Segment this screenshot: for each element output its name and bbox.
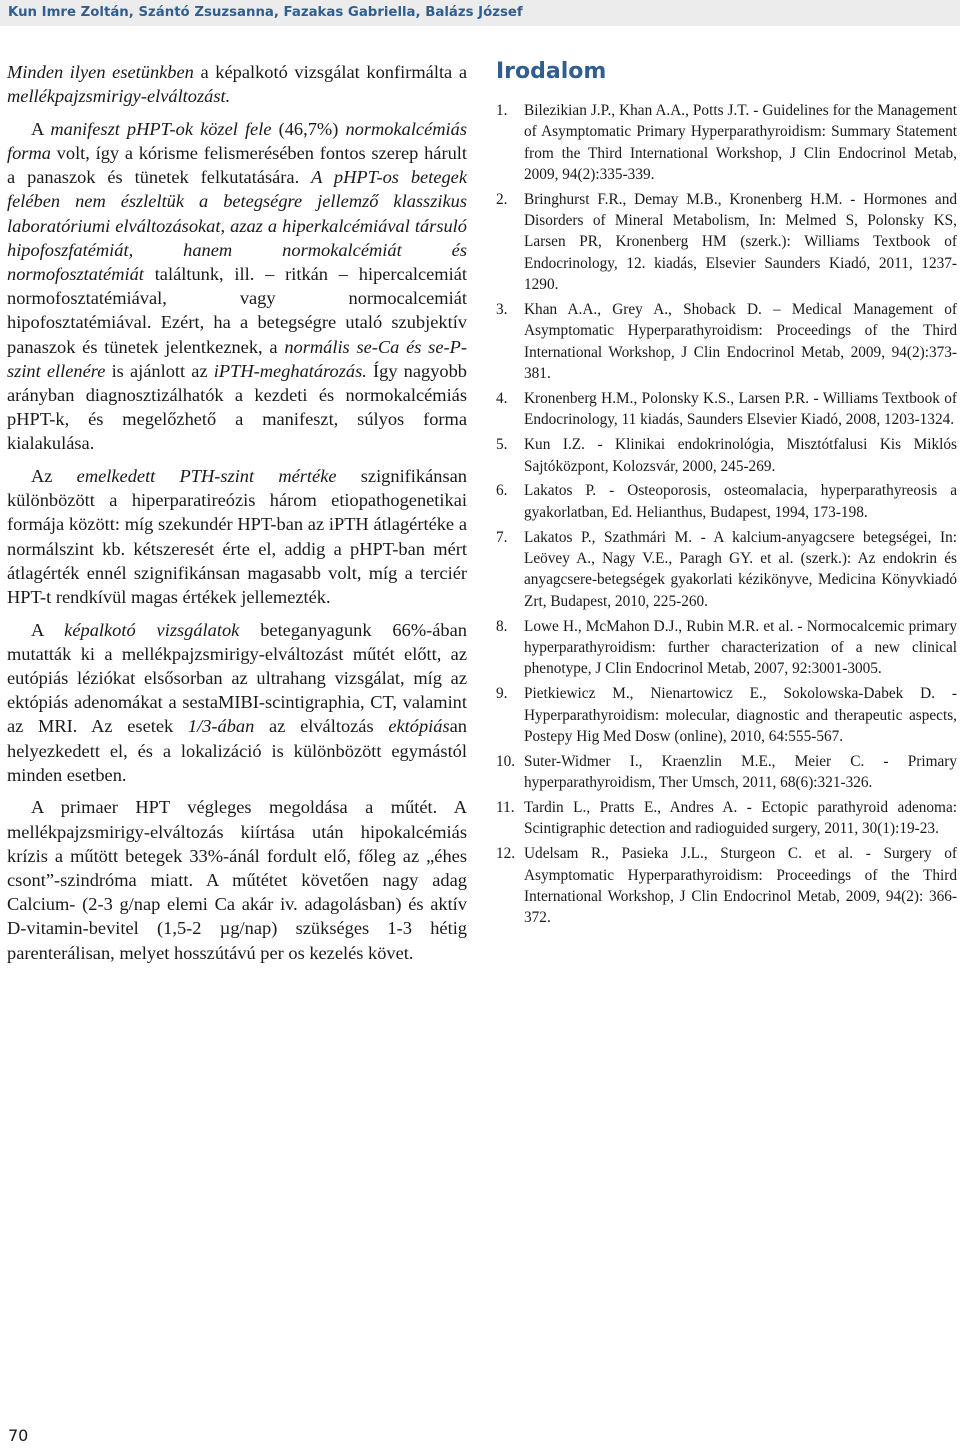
text-run: volt, így a kórisme felismerésében fontos szerep hárult a panaszok és tünetek felkutatására. [7, 143, 467, 188]
reference-text: Lakatos P., Szathmári M. - A kalcium-anyagcsere betegségei, In: Leövey A., Nagy V.E., Paragh GY. et al. (szerk.): Az endokrin és anyagcsere-betegségek gyakorlati kézikönyve, Medicina Könyvkiadó Zrt, Budapest, 2010, 225-260. [524, 528, 957, 610]
reference-number: 2. [496, 190, 508, 208]
text-run: a képalkotó vizsgálat konfirmálta a [193, 62, 468, 82]
reference-number: 8. [496, 617, 508, 635]
reference-number: 12. [496, 845, 516, 863]
reference-item [496, 480, 957, 523]
text-run: szignifikánsan különbözött a hiperparatireózis három etiopathogenetikai formája között: míg szekundér HPT-ban az iPTH átlagértéke a normálszint kb. kétszeresét érte el, addig a pHPT-ban mért átlagérték ennél szignifikánsan magasabb volt, míg a terciér HPT-t rendkívül magas értékek jellemezték. [7, 466, 467, 608]
italic-text-run: normális se-Ca és se-P-szint ellenére [7, 336, 467, 381]
reference-item [496, 751, 957, 794]
reference-text: Lowe H., McMahon D.J., Rubin M.R. et al. - Normocalcemic primary hyperparathyroidism: further characterization of a new clinical phenotype, J Clin Endocrinol Metab, 2007, 92:3001-3005. [524, 617, 957, 678]
text-run: A primaer HPT végleges megoldása a műtét. A mellékpajzsmirigy-elváltozás kiírtása után hipokalcémiás krízis a műtött betegek 33%-ánál fordult elő, főleg az „éhes csont”-szindróma miatt. A műtétet követően nagy adag Calcium- (2-3 g/nap elemi Ca akár iv. adagolásban) és aktív D-vitamin-bevitel (1,5-2 µg/nap) szükséges 1-3 hétig parenterálisan, melyet hosszútávú per os kezelés követ. [7, 797, 467, 963]
reference-text: Bringhurst F.R., Demay M.B., Kronenberg H.M. - Hormones and Disorders of Mineral Metabolism, In: Melmed S, Polonsky KS, Larsen PR, Kronenberg HM (szerk.): Williams Textbook of Endocrinology, 12. kiadás, Elsevier Saunders Kiadó, 2011, 1237-1290. [524, 190, 957, 294]
reference-text: Pietkiewicz M., Nienartowicz E., Sokolowska-Dabek D. - Hyperparathyroidism: molecular, diagnostic and therapeutic aspects, Postepy Hig Med Dosw (online), 2010, 64:555-567. [524, 685, 957, 745]
reference-item [496, 683, 957, 747]
body-text-column [7, 60, 467, 965]
italic-text-run: Minden ilyen esetünkben [7, 62, 194, 82]
italic-text-run: manifeszt pHPT-ok közel fele [50, 118, 272, 139]
body-paragraph-3 [7, 464, 467, 609]
references-list [496, 100, 957, 929]
text-run: is ajánlott az [105, 360, 214, 381]
reference-item [496, 434, 957, 477]
italic-text-run: mellékpajzsmirigy-elváltozást. [7, 86, 231, 107]
italic-text-run: ektópiás [388, 716, 450, 737]
reference-number: 10. [496, 752, 516, 770]
reference-text: Khan A.A., Grey A., Shoback D. – Medical Management of Asymptomatic Hyperparathyroidism: Proceedings of the Third International Workshop, J Clin Endocrinol Metab, 2009, 94(2):373-381. [524, 301, 957, 382]
text-run: találtunk, ill. – ritkán – hipercalcemiát normofosztatémiával, vagy normocalcemiát hipofosztatémiával. Ezért, ha a betegségre utaló szubjektív panaszok és tünetek jelentkeznek, a [7, 264, 467, 357]
text-run: A [31, 118, 51, 139]
reference-item [496, 843, 957, 928]
reference-text: Udelsam R., Pasieka J.L., Sturgeon C. et al. - Surgery of Asymptomatic Hyperparathyroidism: Proceedings of the Third International Workshop, J Clin Endocrinol Metab, 2009, 94(2): 366-372. [524, 845, 957, 927]
reference-text: Kun I.Z. - Klinikai endokrinológia, Misztótfalusi Kis Miklós Sajtóközpont, Kolozsvár, 2000, 245-269. [524, 436, 957, 475]
reference-number: 1. [496, 102, 508, 119]
reference-number: 6. [496, 482, 508, 500]
references-heading: Irodalom [496, 59, 607, 84]
italic-text-run: A pHPT-os betegek felében nem észleltük a betegségre jellemző klasszikus laboratóriumi elváltozásokat, azaz a hiperkalcémiával társuló hipofoszfatémiát, hanem normokalcémiát és normofosztatémiát [7, 167, 468, 285]
text-run: Az [31, 466, 77, 487]
text-run: beteganyagunk 66%-ában mutatták ki a mellékpajzsmirigy-elváltozást műtét előtt, az eutópiás léziókat elsősorban az ultrahang vizsgálat, míg az ektópiás adenomákat a sestaMIBI-scintigraphia, CT, valamint az MRI. Az esetek [7, 619, 467, 737]
body-paragraph-4 [7, 618, 467, 787]
text-run: Így nagyobb arányban diagnosztizálhatók a kezdeti és normokalcémiás pHPT-k, és megelőzhető a manifeszt, súlyos forma kialakulása. [7, 360, 468, 454]
reference-number: 7. [496, 528, 508, 546]
italic-text-run: normokalcémiás forma [7, 118, 467, 163]
reference-text: Tardin L., Pratts E., Andres A. - Ectopic parathyroid adenoma: Scintigraphic detection and radioguided surgery, 2011, 30(1):19-23. [524, 799, 957, 838]
italic-text-run: 1/3-ában [187, 716, 255, 737]
text-run: A [31, 619, 65, 640]
reference-item [496, 616, 957, 680]
reference-item [496, 527, 957, 612]
running-header-bar [0, 0, 960, 26]
reference-item [496, 797, 957, 840]
body-paragraph-2 [7, 117, 467, 456]
text-run: (46,7%) [271, 118, 346, 139]
reference-number: 3. [496, 301, 508, 319]
italic-text-run: képalkotó vizsgálatok [64, 619, 240, 640]
page-number: 70 [8, 1426, 29, 1445]
body-paragraph-1 [7, 60, 467, 108]
reference-item [496, 299, 957, 384]
reference-number: 5. [496, 436, 508, 454]
reference-number: 4. [496, 389, 508, 407]
reference-text: Bilezikian J.P., Khan A.A., Potts J.T. - Guidelines for the Management of Asymptomatic Primary Hyperparathyroidism: Summary Statement from the Third International Workshop, J Clin Endocrinol Metab, 2009, 94(2):335-339. [524, 102, 957, 183]
body-paragraph-5 [7, 795, 467, 964]
italic-text-run: iPTH-meghatározás. [213, 360, 367, 381]
reference-text: Kronenberg H.M., Polonsky K.S., Larsen P.R. - Williams Textbook of Endocrinology, 11 kiadás, Saunders Elsevier Kiadó, 2008, 1203-1324. [524, 389, 957, 429]
reference-text: Lakatos P. - Osteoporosis, osteomalacia, hyperparathyreosis a gyakorlatban, Ed. Helianthus, Budapest, 1994, 173-198. [524, 482, 957, 521]
reference-item [496, 388, 957, 431]
text-run: an helyezkedett el, és a lokalizáció is különbözött egymástól minden esetben. [7, 716, 467, 785]
reference-item [496, 189, 957, 295]
reference-item [496, 100, 957, 185]
text-run: az elváltozás [254, 716, 389, 737]
reference-number: 9. [496, 685, 508, 703]
running-header-authors: Kun Imre Zoltán, Szántó Zsuzsanna, Fazakas Gabriella, Balázs József [8, 5, 523, 20]
references-column [496, 58, 957, 932]
italic-text-run: emelkedett PTH-szint mértéke [76, 466, 337, 487]
reference-text: Suter-Widmer I., Kraenzlin M.E., Meier C. - Primary hyperparathyroidism, Ther Umsch, 2011, 68(6):321-326. [524, 752, 957, 792]
reference-number: 11. [496, 799, 515, 817]
